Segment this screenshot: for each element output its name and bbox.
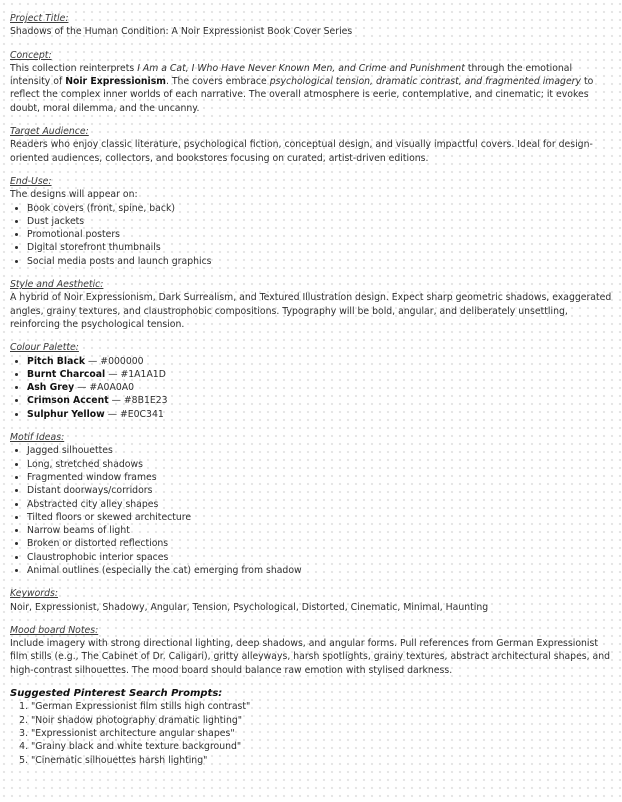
list-item: • Promotional posters bbox=[27, 228, 614, 241]
list-item: 1. "German Expressionist film stills high contrast" bbox=[31, 700, 614, 713]
list-item: 2. "Noir shadow photography dramatic lighting" bbox=[31, 714, 614, 727]
palette-item bbox=[27, 394, 614, 407]
color-name: Ash Grey bbox=[27, 382, 75, 394]
brief-document bbox=[10, 12, 614, 777]
list-item: • Digital storefront thumbnails bbox=[27, 241, 614, 254]
audience-section bbox=[10, 125, 614, 165]
end-use-intro: The designs will appear on: bbox=[10, 189, 138, 201]
concept-works: I Am a Cat, I Who Have Never Known Men, and Crime and Punishment bbox=[137, 62, 465, 74]
color-name: Burnt Charcoal bbox=[27, 368, 106, 380]
palette-section bbox=[10, 341, 614, 421]
moodboard-heading: Mood board Notes: bbox=[10, 624, 99, 636]
palette-item bbox=[27, 368, 614, 381]
end-use-list bbox=[10, 202, 614, 268]
list-item: 5. "Cinematic silhouettes harsh lighting" bbox=[31, 754, 614, 767]
concept-intro: This collection reinterprets bbox=[10, 62, 138, 74]
color-hex: #E0C341 bbox=[119, 408, 164, 420]
pinterest-list bbox=[10, 700, 614, 766]
list-item: • Broken or distorted reflections bbox=[27, 537, 614, 550]
list-item: • Abstracted city alley shapes bbox=[27, 498, 614, 511]
style-heading: Style and Aesthetic: bbox=[10, 279, 104, 291]
concept-mid1: through the emotional intensity of bbox=[10, 62, 573, 88]
pinterest-section bbox=[10, 687, 614, 767]
concept-mid2: . The covers embrace bbox=[165, 76, 270, 88]
motif-heading: Motif Ideas: bbox=[10, 432, 65, 444]
pinterest-heading: Suggested Pinterest Search Prompts: bbox=[10, 688, 223, 700]
moodboard-section bbox=[10, 624, 614, 677]
moodboard-text: Include imagery with strong directional lighting, deep shadows, and angular forms. Pull references from German Expressionist film stills (e.g., The Cabinet of Dr. Caligari), gritty alleyways, harsh spotlights, grainy textures, abstract architectural shapes, and high-contrast silhouettes. The mood board should balance raw emotion with stylised darkness. bbox=[10, 638, 611, 676]
color-separator: — bbox=[74, 382, 90, 394]
list-item: • Dust jackets bbox=[27, 215, 614, 228]
palette-list bbox=[10, 355, 614, 421]
palette-item bbox=[27, 381, 614, 394]
color-hex: #A0A0A0 bbox=[89, 382, 135, 394]
project-title-heading: Project Title: bbox=[10, 13, 69, 24]
style-section bbox=[10, 278, 614, 331]
style-text: A hybrid of Noir Expressionism, Dark Surrealism, and Textured Illustration design. Expect sharp geometric shadows, exaggerated angles, grainy textures, and claustrophobic compositions. Typography will be bold, angular, and deliberately unsettling, reinforcing the psychological tension. bbox=[10, 292, 612, 330]
project-title-text: Shadows of the Human Condition: A Noir Expressionist Book Cover Series bbox=[10, 26, 353, 38]
list-item: • Tilted floors or skewed architecture bbox=[27, 511, 614, 524]
concept-heading: Concept: bbox=[10, 49, 52, 61]
list-item: • Narrow beams of light bbox=[27, 524, 614, 537]
list-item: • Jagged silhouettes bbox=[27, 444, 614, 457]
concept-end: to reflect the complex inner worlds of each narrative. The overall atmosphere is eerie, contemplative, and cinematic; it evokes doubt, moral dilemma, and the uncanny. bbox=[10, 76, 594, 114]
color-separator: — bbox=[85, 355, 101, 367]
palette-heading: Colour Palette: bbox=[10, 342, 79, 354]
concept-qualities: psychological tension, dramatic contrast, and fragmented imagery bbox=[269, 76, 581, 88]
list-item: • Fragmented window frames bbox=[27, 471, 614, 484]
color-hex: #8B1E23 bbox=[123, 395, 168, 407]
concept-section bbox=[10, 49, 614, 115]
keywords-section bbox=[10, 587, 614, 614]
list-item: • Animal outlines (especially the cat) emerging from shadow bbox=[27, 564, 614, 577]
concept-style: Noir Expressionism bbox=[65, 76, 166, 88]
motif-list bbox=[10, 444, 614, 577]
keywords-text: Noir, Expressionist, Shadowy, Angular, Tension, Psychological, Distorted, Cinematic, Minimal, Haunting bbox=[10, 601, 489, 613]
palette-item bbox=[27, 408, 614, 421]
project-title-section bbox=[10, 12, 614, 39]
audience-heading: Target Audience: bbox=[10, 126, 89, 138]
palette-item bbox=[27, 355, 614, 368]
end-use-section bbox=[10, 175, 614, 268]
color-name: Crimson Accent bbox=[27, 395, 109, 407]
motif-section bbox=[10, 431, 614, 577]
list-item: • Book covers (front, spine, back) bbox=[27, 202, 614, 215]
color-hex: #000000 bbox=[100, 355, 144, 367]
list-item: 4. "Grainy black and white texture background" bbox=[31, 740, 614, 753]
color-separator: — bbox=[108, 395, 124, 407]
end-use-heading: End-Use: bbox=[10, 175, 52, 187]
color-separator: — bbox=[104, 408, 120, 420]
color-hex: #1A1A1D bbox=[120, 368, 166, 380]
list-item: • Distant doorways/corridors bbox=[27, 484, 614, 497]
concept-text bbox=[10, 62, 614, 115]
list-item: 3. "Expressionist architecture angular shapes" bbox=[31, 727, 614, 740]
list-item: • Long, stretched shadows bbox=[27, 458, 614, 471]
list-item: • Social media posts and launch graphics bbox=[27, 255, 614, 268]
color-separator: — bbox=[105, 368, 121, 380]
keywords-heading: Keywords: bbox=[10, 588, 58, 600]
list-item: • Claustrophobic interior spaces bbox=[27, 551, 614, 564]
color-name: Pitch Black bbox=[27, 355, 86, 367]
audience-text: Readers who enjoy classic literature, psychological fiction, conceptual design, and visually impactful covers. Ideal for design-oriented audiences, collectors, and bookstores focusing on curated, artist-driven editions. bbox=[10, 139, 593, 164]
color-name: Sulphur Yellow bbox=[27, 408, 105, 420]
